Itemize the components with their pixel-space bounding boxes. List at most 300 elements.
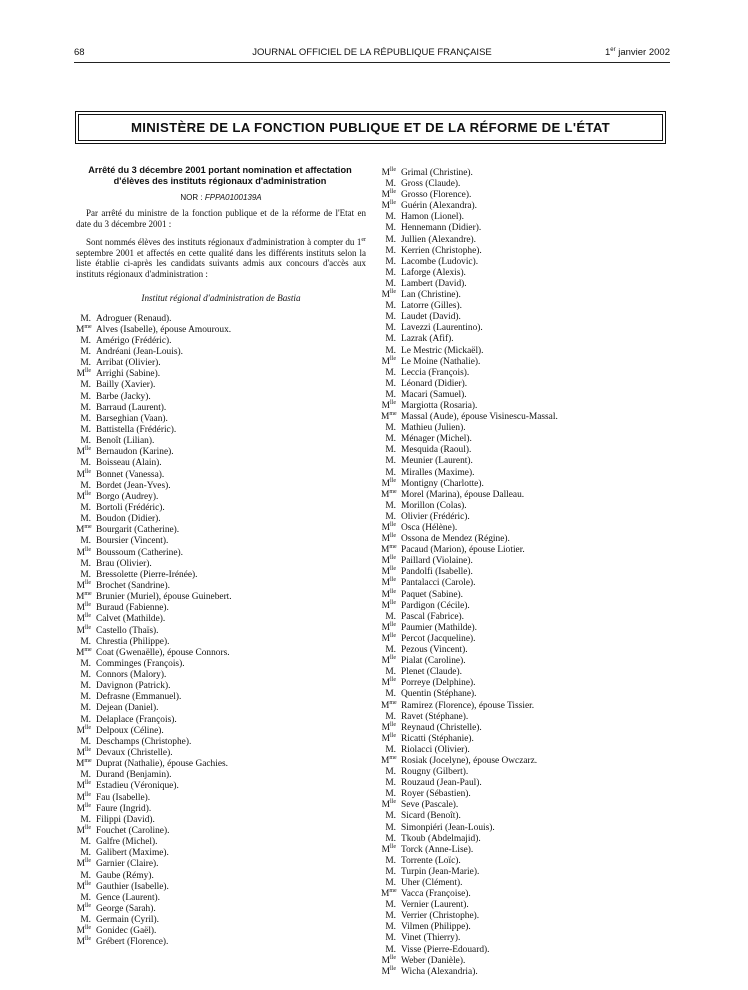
person-name: Bortoli (Frédéric). <box>96 503 165 514</box>
list-item <box>381 864 681 878</box>
list-item <box>381 919 681 933</box>
list-item <box>76 734 366 748</box>
civility-title: M. <box>385 445 396 456</box>
list-item <box>381 243 681 254</box>
civility-title: $M^{lle}$ <box>76 579 91 592</box>
civility-title: M. <box>80 402 91 413</box>
civility-title: $M^{lle}$ <box>381 799 396 811</box>
list-item <box>76 801 366 812</box>
civility-title: M. <box>80 692 91 703</box>
civility-title: $M^{lle}$ <box>76 724 91 736</box>
civility-title: M. <box>385 867 396 878</box>
person-name: Paquet (Sabine). <box>401 589 463 600</box>
civility-title: M. <box>385 256 396 267</box>
civility-title: M. <box>80 313 91 324</box>
civility-title: $M^{me}$ <box>381 888 397 900</box>
person-name: Brau (Olivier). <box>96 558 152 569</box>
list-item <box>381 930 681 944</box>
list-item <box>76 634 366 645</box>
list-item <box>381 354 681 365</box>
civility-title: M. <box>80 536 91 547</box>
list-item <box>381 575 681 589</box>
list-item <box>76 623 366 634</box>
civility-title: $M^{me}$ <box>76 591 92 603</box>
civility-title: M. <box>80 659 91 670</box>
civility-title: $M^{lle}$ <box>76 613 91 625</box>
ministry-banner: MINISTÈRE DE LA FONCTION PUBLIQUE ET DE LA RÉFORME DE L'ÉTAT <box>78 114 663 141</box>
civility-title: $M^{lle}$ <box>76 546 91 558</box>
person-name: Fouchet (Caroline). <box>96 826 170 837</box>
civility-title: M. <box>385 267 396 278</box>
list-item <box>381 897 681 911</box>
civility-title: $M^{me}$ <box>76 758 92 770</box>
person-name: Alves (Isabelle), épouse Amouroux. <box>96 324 232 335</box>
list-item <box>76 879 366 890</box>
person-name: Pascal (Fabrice). <box>401 611 464 622</box>
list-item <box>381 587 681 598</box>
list-item <box>381 642 681 656</box>
list-item <box>381 831 681 842</box>
list-item <box>76 366 366 380</box>
civility-title: M. <box>80 503 91 514</box>
list-item <box>381 720 681 731</box>
person-name: Rouzaud (Jean-Paul). <box>401 778 482 789</box>
list-item <box>381 531 681 545</box>
person-name: Le Moine (Nathalie). <box>401 356 481 367</box>
list-item <box>381 953 681 964</box>
list-item <box>76 455 366 469</box>
list-item <box>381 686 681 700</box>
list-item <box>76 868 366 879</box>
person-name: Vinet (Thierry). <box>401 933 461 944</box>
civility-title: M. <box>385 900 396 911</box>
civility-title: $M^{me}$ <box>381 544 397 556</box>
civility-title: M. <box>385 312 396 323</box>
person-name: Garnier (Claire). <box>96 859 159 870</box>
list-item <box>76 700 366 714</box>
name-list-right <box>381 165 681 975</box>
list-item <box>76 934 366 948</box>
list-item <box>381 964 681 975</box>
list-item <box>381 853 681 864</box>
civility-title: M. <box>385 778 396 789</box>
civility-title: M. <box>80 815 91 826</box>
civility-title: $M^{lle}$ <box>381 189 396 201</box>
person-name: Pantalacci (Carole). <box>401 578 476 589</box>
list-item <box>381 409 681 423</box>
civility-title: M. <box>385 611 396 622</box>
arrete-title: Arrêté du 3 décembre 2001 portant nomination et affectation d'élèves des instituts régionaux d'administration <box>88 165 352 186</box>
list-item <box>381 842 681 853</box>
civility-title: $M^{lle}$ <box>381 566 396 578</box>
civility-title: $M^{lle}$ <box>381 533 396 545</box>
list-item <box>381 908 681 922</box>
list-item <box>381 609 681 620</box>
person-name: Gaube (Rémy). <box>96 870 154 881</box>
list-item <box>381 631 681 645</box>
person-name: Bernaudon (Karine). <box>96 447 174 458</box>
civility-title: M. <box>385 855 396 866</box>
person-name: Grébert (Florence). <box>96 937 169 948</box>
list-item <box>381 465 681 476</box>
list-item <box>381 808 681 822</box>
civility-title: $M^{me}$ <box>76 524 92 536</box>
civility-title: M. <box>80 358 91 369</box>
list-item <box>76 923 366 937</box>
civility-title: M. <box>80 558 91 569</box>
person-name: Léonard (Didier). <box>401 378 468 389</box>
person-name: Latorre (Gilles). <box>401 301 462 312</box>
institute-heading: Institut régional d'administration de Bastia <box>141 292 301 303</box>
person-name: Wicha (Alexandria). <box>401 966 478 977</box>
list-item <box>76 322 366 333</box>
list-item <box>381 320 681 334</box>
list-item <box>381 653 681 667</box>
list-item <box>381 198 681 212</box>
civility-title: $M^{lle}$ <box>381 621 396 633</box>
person-name: Defrasne (Emmanuel). <box>96 692 182 703</box>
name-list-left <box>76 311 366 946</box>
list-item <box>76 812 366 826</box>
list-item <box>76 389 366 400</box>
civility-title: $M^{lle}$ <box>381 355 396 367</box>
person-name: Devaux (Christelle). <box>96 748 173 759</box>
list-item <box>381 176 681 190</box>
person-name: Paumier (Mathilde). <box>401 622 478 633</box>
civility-title: M. <box>80 391 91 402</box>
civility-title: $M^{lle}$ <box>76 624 91 636</box>
person-name: Verrier (Christophe). <box>401 911 480 922</box>
person-name: Visse (Pierre-Edouard). <box>401 944 490 955</box>
list-item <box>381 786 681 800</box>
person-name: Coat (Gwenaëlle), épouse Connors. <box>96 647 230 658</box>
civility-title: M. <box>385 323 396 334</box>
person-name: Lan (Christine). <box>401 290 461 301</box>
civility-title: M. <box>80 770 91 781</box>
list-item <box>76 767 366 781</box>
list-item <box>381 620 681 631</box>
person-name: George (Sarah). <box>96 904 156 915</box>
person-name: Quentin (Stéphane). <box>401 689 477 700</box>
person-name: Connors (Malory). <box>96 670 167 681</box>
civility-title: M. <box>80 636 91 647</box>
civility-title: $M^{lle}$ <box>381 399 396 412</box>
list-item <box>76 678 366 692</box>
civility-title: M. <box>385 944 396 955</box>
list-item <box>76 611 366 625</box>
person-name: Dejean (Daniel). <box>96 703 159 714</box>
list-item <box>381 420 681 434</box>
person-name: Filippi (David). <box>96 815 155 826</box>
list-item <box>381 376 681 387</box>
list-item <box>381 265 681 276</box>
person-name: Seve (Pascale). <box>401 800 459 811</box>
person-name: Fau (Isabelle). <box>96 792 151 803</box>
person-name: Boursier (Vincent). <box>96 536 169 547</box>
person-name: Plenet (Claude). <box>401 667 462 678</box>
civility-title: $M^{lle}$ <box>381 577 396 589</box>
civility-title: M. <box>80 458 91 469</box>
list-item <box>381 331 681 345</box>
civility-title: $M^{lle}$ <box>381 965 396 977</box>
list-item <box>76 823 366 837</box>
civility-title: M. <box>80 670 91 681</box>
person-name: Delpoux (Céline). <box>96 725 164 736</box>
list-item <box>381 442 681 456</box>
person-name: Andréani (Jean-Louis). <box>96 347 183 358</box>
civility-title: $M^{lle}$ <box>381 477 396 489</box>
list-item <box>381 764 681 778</box>
list-item <box>381 664 681 678</box>
civility-title: M. <box>80 347 91 358</box>
person-name: Torck (Anne-Lise). <box>401 844 474 855</box>
decree-paragraph-1: Par arrêté du ministre de la fonction publique et de la réforme de l'Etat en date du 3 décembre 2001 : <box>76 208 366 229</box>
civility-title: M. <box>80 335 91 346</box>
list-item <box>381 209 681 223</box>
person-name: Royer (Sébastien). <box>401 789 471 800</box>
person-name: Ménager (Michel). <box>401 434 472 445</box>
civility-title: M. <box>385 467 396 478</box>
person-name: Calvet (Mathilde). <box>96 614 166 625</box>
person-name: Uher (Clément). <box>401 878 463 889</box>
person-name: Boudon (Didier). <box>96 514 161 525</box>
list-item <box>381 453 681 467</box>
person-name: Meunier (Laurent). <box>401 456 473 467</box>
civility-title: M. <box>80 569 91 580</box>
list-item <box>76 545 366 556</box>
civility-title: M. <box>80 703 91 714</box>
list-item <box>381 298 681 312</box>
person-name: Barseghian (Vaan). <box>96 413 168 424</box>
list-item <box>76 500 366 514</box>
person-name: Laudet (David). <box>401 312 461 323</box>
list-item <box>76 422 366 436</box>
person-name: Boisseau (Alain). <box>96 458 162 469</box>
list-item <box>76 689 366 703</box>
list-item <box>76 467 366 478</box>
person-name: Grosso (Florence). <box>401 190 472 201</box>
list-item <box>381 797 681 811</box>
journal-title: JOURNAL OFFICIEL DE LA RÉPUBLIQUE FRANÇAISE <box>252 47 492 58</box>
person-name: Durand (Benjamin). <box>96 770 172 781</box>
person-name: Buraud (Fabienne). <box>96 603 169 614</box>
header-rule <box>74 62 670 63</box>
civility-title: $M^{lle}$ <box>381 954 396 966</box>
civility-title: M. <box>385 334 396 345</box>
civility-title: M. <box>385 223 396 234</box>
civility-title: $M^{lle}$ <box>76 368 91 380</box>
person-name: Le Mestric (Mickaël). <box>401 345 484 356</box>
civility-title: $M^{lle}$ <box>76 880 91 892</box>
person-name: Barbe (Jacky). <box>96 391 151 402</box>
civility-title: M. <box>80 714 91 725</box>
civility-title: M. <box>385 922 396 933</box>
civility-title: $M^{lle}$ <box>76 791 91 803</box>
civility-title: M. <box>385 878 396 889</box>
person-name: Borgo (Audrey). <box>96 491 159 502</box>
list-item <box>76 856 366 870</box>
person-name: Massal (Aude), épouse Visinescu-Massal. <box>401 412 558 423</box>
person-name: Ricatti (Stéphanie). <box>401 733 474 744</box>
civility-title: M. <box>385 423 396 434</box>
list-item <box>381 309 681 323</box>
list-item <box>76 845 366 859</box>
civility-title: $M^{lle}$ <box>76 858 91 870</box>
civility-title: $M^{lle}$ <box>381 677 396 689</box>
civility-title: $M^{lle}$ <box>76 490 91 502</box>
list-item <box>76 311 366 322</box>
person-name: Sicard (Benoît). <box>401 811 461 822</box>
civility-title: $M^{lle}$ <box>381 632 396 645</box>
list-item <box>381 498 681 509</box>
person-name: Faure (Ingrid). <box>96 803 152 814</box>
person-name: Reynaud (Christelle). <box>401 722 482 733</box>
person-name: Laforge (Alexis). <box>401 267 466 278</box>
person-name: Torrente (Loïc). <box>401 855 461 866</box>
civility-title: M. <box>80 915 91 926</box>
list-item <box>76 522 366 536</box>
civility-title: $M^{lle}$ <box>76 446 91 458</box>
civility-title: M. <box>80 380 91 391</box>
person-name: Galibert (Maxime). <box>96 848 169 859</box>
person-name: Simonpiéri (Jean-Louis). <box>401 822 495 833</box>
person-name: Pacaud (Marion), épouse Liotier. <box>401 545 525 556</box>
list-item <box>381 942 681 953</box>
civility-title: M. <box>385 667 396 678</box>
civility-title: M. <box>80 514 91 525</box>
person-name: Brunier (Muriel), épouse Guinebert. <box>96 592 232 603</box>
civility-title: M. <box>385 745 396 755</box>
list-item <box>381 753 681 767</box>
decree-paragraph-2: Sont nommés élèves des instituts régionaux d'administration à compter du 1er septembre 2001 et affectés en cette qualité dans les différents instituts selon la liste établie ci-après les candidats suivants admis aux concours d'accès aux instituts régionaux d'administration : <box>76 237 366 279</box>
issue-date: 1er janvier 2002 <box>604 47 670 59</box>
person-name: Hamon (Lionel). <box>401 212 465 223</box>
person-name: Lacombe (Ludovic). <box>401 256 479 267</box>
person-name: Vilmen (Philippe). <box>401 922 471 933</box>
person-name: Chrestia (Philippe). <box>96 636 170 647</box>
list-item <box>76 355 366 369</box>
list-item <box>381 509 681 523</box>
civility-title: M. <box>385 456 396 467</box>
civility-title: M. <box>385 378 396 389</box>
left-column <box>76 165 366 946</box>
list-item <box>76 890 366 901</box>
civility-title: $M^{lle}$ <box>76 468 91 480</box>
person-name: Estadieu (Véronique). <box>96 781 179 792</box>
list-item <box>381 542 681 556</box>
civility-title: M. <box>80 870 91 881</box>
list-item <box>381 165 681 179</box>
person-name: Germain (Cyril). <box>96 915 160 926</box>
list-item <box>76 567 366 578</box>
civility-title: M. <box>80 413 91 424</box>
list-item <box>381 698 681 709</box>
list-item <box>76 790 366 801</box>
person-name: Lambert (David). <box>401 279 467 290</box>
person-name: Pardigon (Cécile). <box>401 600 470 611</box>
person-name: Lavezzi (Laurentino). <box>401 323 483 334</box>
civility-title: M. <box>385 822 396 833</box>
list-item <box>76 912 366 926</box>
civility-title: M. <box>385 767 396 778</box>
person-name: Lazrak (Afif). <box>401 334 454 345</box>
list-item <box>381 287 681 301</box>
person-name: Kerrien (Christophe). <box>401 245 482 256</box>
person-name: Deschamps (Christophe). <box>96 737 192 748</box>
person-name: Duprat (Nathalie), épouse Gachies. <box>96 759 228 770</box>
civility-title: $M^{me}$ <box>76 646 92 658</box>
civility-title: M. <box>80 480 91 491</box>
person-name: Barraud (Laurent). <box>96 402 167 413</box>
list-item <box>381 820 681 831</box>
list-item <box>381 775 681 789</box>
person-name: Ravet (Stéphane). <box>401 711 469 722</box>
civility-title: M. <box>80 848 91 859</box>
civility-title: $M^{lle}$ <box>381 588 396 600</box>
list-item <box>76 400 366 411</box>
person-name: Adroguer (Renaud). <box>96 313 172 324</box>
person-name: Pandolfi (Isabelle). <box>401 567 473 578</box>
list-item <box>76 433 366 447</box>
person-name: Macari (Samuel). <box>401 390 467 400</box>
list-item <box>76 645 366 656</box>
person-name: Comminges (François). <box>96 659 185 670</box>
list-item <box>76 411 366 422</box>
list-item <box>381 387 681 398</box>
list-item <box>381 365 681 376</box>
civility-title: M. <box>385 833 396 844</box>
civility-title: M. <box>385 711 396 722</box>
list-item <box>76 333 366 344</box>
person-name: Arrighi (Sabine). <box>96 369 161 380</box>
person-name: Battistella (Frédéric). <box>96 425 177 436</box>
person-name: Brochet (Sandrine). <box>96 581 170 592</box>
person-name: Castello (Thaïs). <box>96 625 159 636</box>
list-item <box>381 520 681 534</box>
list-item <box>381 343 681 354</box>
civility-title: $M^{lle}$ <box>381 843 396 855</box>
civility-title: $M^{lle}$ <box>381 289 396 301</box>
list-item <box>76 344 366 358</box>
civility-title: $M^{lle}$ <box>76 780 91 792</box>
list-item <box>381 398 681 412</box>
person-name: Amérigo (Frédéric). <box>96 335 172 346</box>
civility-title: $M^{me}$ <box>76 323 92 335</box>
civility-title: $M^{lle}$ <box>381 599 396 611</box>
person-name: Ramirez (Florence), épouse Tissier. <box>401 700 535 711</box>
civility-title: M. <box>385 245 396 256</box>
list-item <box>76 656 366 670</box>
civility-title: $M^{me}$ <box>381 488 397 500</box>
list-item <box>381 220 681 234</box>
list-item <box>76 723 366 734</box>
list-item <box>76 589 366 603</box>
civility-title: $M^{lle}$ <box>76 903 91 915</box>
person-name: Paillard (Violaine). <box>401 556 473 567</box>
person-name: Turpin (Jean-Marie). <box>401 867 480 878</box>
person-name: Bordet (Jean-Yves). <box>96 480 171 491</box>
person-name: Arribat (Olivier). <box>96 358 161 369</box>
civility-title: M. <box>385 434 396 445</box>
civility-title: M. <box>385 500 396 511</box>
nor-reference: NOR : FPPA0100139A <box>180 193 262 202</box>
person-name: Vacca (Françoise). <box>401 889 471 900</box>
person-name: Jullien (Alexandre). <box>401 234 476 245</box>
civility-title: $M^{lle}$ <box>381 721 396 733</box>
person-name: Morel (Marina), épouse Dalleau. <box>401 489 525 500</box>
civility-title: M. <box>385 301 396 312</box>
person-name: Montigny (Charlotte). <box>401 478 484 489</box>
